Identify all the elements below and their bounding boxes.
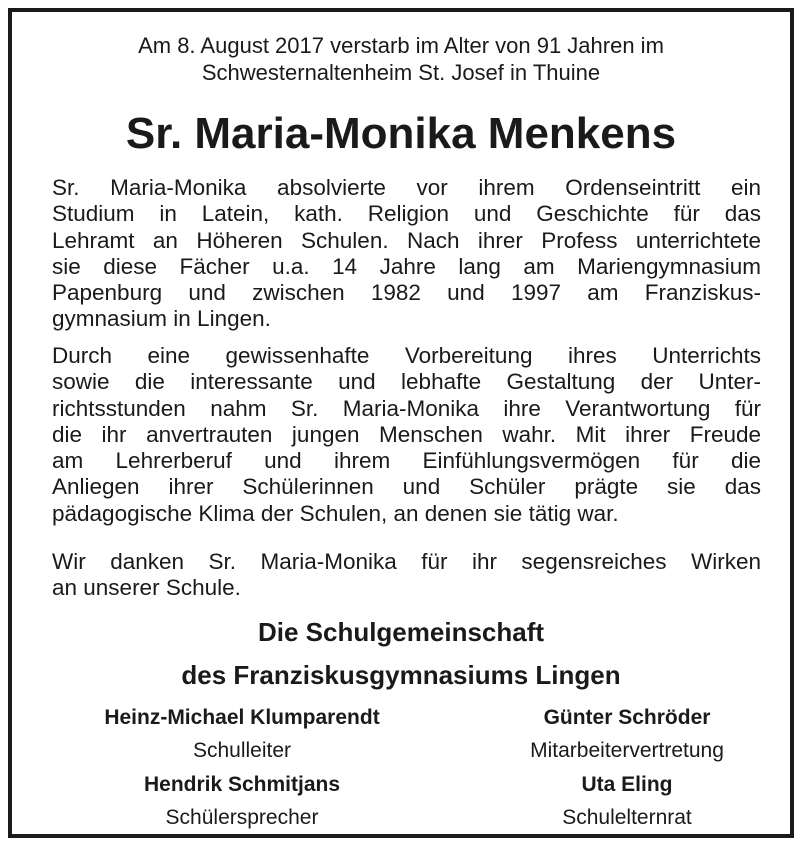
text-line: am Lehrerberuf und ihrem Einfühlungsvermögen für die: [52, 448, 761, 474]
signatory: [482, 768, 772, 834]
obituary-frame: [8, 8, 794, 838]
signatory-name: Uta Eling: [581, 773, 673, 796]
community-line: des Franziskusgymnasiums Lingen: [181, 660, 621, 690]
text-line: sowie die interessante und lebhafte Gestaltung der Unter-: [52, 369, 761, 395]
signatory: [42, 701, 442, 767]
text-line: die ihr anvertrauten jungen Menschen wahr. Mit ihrer Freude: [52, 421, 761, 447]
text-line: sie diese Fächer u.a. 14 Jahre lang am Mariengymnasium: [52, 253, 761, 279]
signatory-name: Heinz-Michael Klumparendt: [104, 706, 380, 729]
signatory-role: Schülersprecher: [165, 806, 319, 829]
death-notice-intro: [12, 32, 790, 86]
text-line: Durch eine gewissenhafte Vorbereitung ihres Unterrichts: [52, 343, 761, 368]
text-line: gymnasium in Lingen.: [52, 306, 271, 332]
text-line: Papenburg und zwischen 1982 und 1997 am Franziskus-: [52, 280, 761, 306]
signatory: [42, 768, 442, 834]
tribute-paragraph: [52, 343, 761, 527]
signatory-name: Günter Schröder: [543, 706, 711, 729]
thanks-paragraph: [52, 549, 761, 602]
biography-paragraph: [52, 175, 761, 333]
text-line: pädagogische Klima der Schulen, an denen sie tätig war.: [52, 500, 619, 526]
text-line: richtsstunden nahm Sr. Maria-Monika ihre Verantwortung für: [52, 395, 761, 421]
community-line: Die Schulgemeinschaft: [257, 617, 545, 647]
signatory-role: Mitarbeitervertretung: [530, 739, 724, 762]
text-line: Lehramt an Höheren Schulen. Nach ihrer Profess unterrichtete: [52, 227, 761, 253]
school-community-heading: [12, 611, 790, 697]
signatory-role: Schulelternrat: [562, 806, 692, 829]
text-line: Studium in Latein, kath. Religion und Geschichte für das: [52, 201, 761, 227]
text-line: Wir danken Sr. Maria-Monika für ihr segensreiches Wirken: [52, 549, 761, 574]
signatory-name: Hendrik Schmitjans: [143, 773, 341, 796]
text-line: Sr. Maria-Monika absolvierte vor ihrem Ordenseintritt ein: [52, 175, 761, 200]
deceased-name: Sr. Maria-Monika Menkens: [125, 109, 677, 158]
signatory-role: Schulleiter: [192, 739, 292, 762]
signatory: [482, 701, 772, 767]
text-line: Anliegen ihrer Schülerinnen und Schüler prägte sie das: [52, 474, 761, 500]
intro-line: Schwesternaltenheim St. Josef in Thuine: [201, 60, 601, 85]
text-line: an unserer Schule.: [52, 575, 241, 601]
intro-line: Am 8. August 2017 verstarb im Alter von 91 Jahren im: [138, 33, 664, 58]
